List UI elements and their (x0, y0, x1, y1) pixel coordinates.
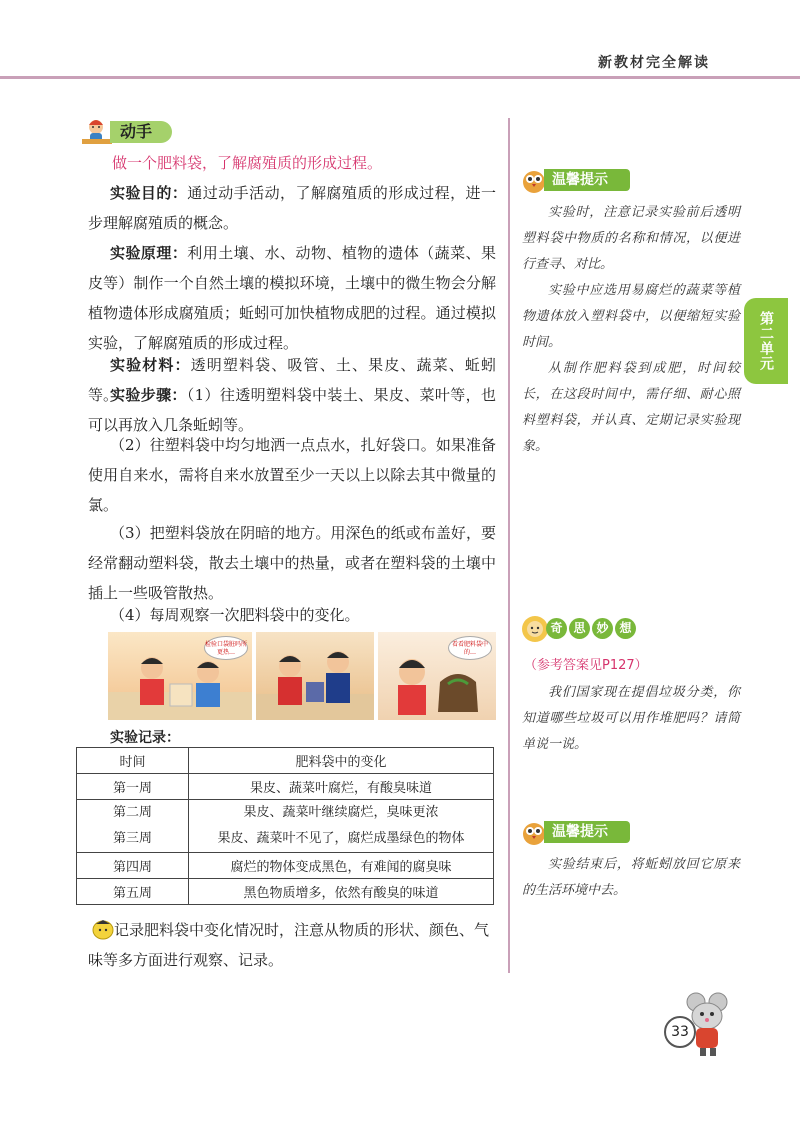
dongshou-label: 动手 (110, 121, 172, 143)
step-3: （3）把塑料袋放在阴暗的地方。用深色的纸或布盖好，要经常翻动塑料袋，散去土壤中的热量，或者在塑料袋的土壤中插上一些吸管散热。 (88, 524, 496, 602)
book-title: 新教材完全解读 (598, 55, 710, 71)
wenxin-2-paragraph-1: 实验结束后，将蚯蚓放回它原来的生活环境中去。 (522, 857, 740, 898)
table-cell-week: 第三周 (112, 831, 152, 846)
children-watering-bag-illustration (256, 632, 374, 720)
table-cell-week: 第一周 (77, 774, 189, 800)
qisi-miaoxiang-head (520, 614, 640, 644)
task-heading: 做一个肥料袋，了解腐殖质的形成过程。 (112, 154, 383, 172)
qisi-question (522, 680, 740, 758)
table-cell-change: 黑色物质增多，依然有酸臭的味道 (189, 879, 494, 905)
table-cell-week: 第四周 (77, 853, 189, 879)
wenxin-tip-text-2 (522, 852, 740, 904)
wenxin-tip-text-1 (522, 200, 740, 460)
photo-1-speech-bubble: 检验口袋脏吗所更热… (204, 636, 248, 660)
wenxin-label-2: 温馨提示 (544, 821, 630, 843)
record-title: 实验记录： (110, 730, 180, 746)
steps-label: 实验步骤： (110, 386, 187, 404)
principle-text: 利用土壤、水、动物、植物的遗体（蔬菜、果皮等）制作一个自然土壤的模拟环境，土壤中的微生物会分解植物遗体形成腐殖质；蚯蚓可加快植物成肥的过程。通过模拟实验，了解腐殖质的形成过程。 (88, 244, 496, 352)
principle-label: 实验原理： (110, 244, 188, 262)
table-row (77, 879, 494, 905)
dongshou-section-head (80, 115, 180, 147)
table-cell-week: 第二周 (112, 805, 152, 820)
answer-reference: （参考答案见P127） (524, 658, 648, 673)
record-table (76, 747, 494, 905)
qisi-char: 奇 (546, 618, 567, 639)
qisi-char: 想 (615, 618, 636, 639)
wenxin-1-paragraph-1: 实验时，注意记录实验前后透明塑料袋中物质的名称和情况，以便进行查寻、对比。 (522, 205, 740, 272)
step-4: （4）每周观察一次肥料袋中的变化。 (110, 606, 360, 624)
table-row (77, 774, 494, 800)
table-cell-change: 腐烂的物体变成黑色，有难闻的腐臭味 (189, 853, 494, 879)
purpose-paragraph (88, 178, 496, 238)
photo-1 (108, 632, 252, 720)
qisi-miaoxiang-label (546, 618, 636, 640)
table-row (77, 853, 494, 879)
table-cell-week-pair (77, 800, 189, 853)
materials-label: 实验材料： (110, 356, 191, 374)
table-row (77, 800, 494, 853)
kid-icon (80, 115, 114, 147)
purpose-label: 实验目的： (110, 184, 188, 202)
table-cell-week: 第五周 (77, 879, 189, 905)
unit-tab: 第二单元 (744, 298, 788, 384)
photo-3-speech-bubble: 看看肥料袋中的… (448, 636, 492, 660)
qisi-char: 思 (569, 618, 590, 639)
photo-3 (378, 632, 496, 720)
table-header-time: 时间 (77, 748, 189, 774)
column-divider (508, 118, 510, 973)
wenxin-tip-head-2 (520, 818, 632, 846)
wenxin-1-paragraph-3: 从制作肥料袋到成肥，时间较长，在这段时间中，需仔细、耐心照料塑料袋，并认真、定期记录实验现象。 (522, 361, 740, 454)
materials-text: 透明塑料袋、吸管、土、果皮、蔬菜、蚯蚓等。 (88, 356, 496, 404)
principle-paragraph (88, 238, 496, 358)
experiment-photos (108, 632, 496, 720)
bottom-tip-text: 记录肥料袋中变化情况时，注意从物质的形状、颜色、气味等多方面进行观察、记录。 (88, 921, 490, 969)
wenxin-tip-head-1 (520, 166, 632, 194)
purpose-text: 通过动手活动，了解腐殖质的形成过程，进一步理解腐殖质的概念。 (88, 184, 496, 232)
wenxin-label-1: 温馨提示 (544, 169, 630, 191)
table-header-change: 肥料袋中的变化 (189, 748, 494, 774)
qisi-question-text: 我们国家现在提倡垃圾分类，你知道哪些垃圾可以用作堆肥吗？请简单说一说。 (522, 685, 740, 752)
page-number: 33 (664, 1016, 696, 1048)
step-2: （2）往塑料袋中均匀地洒一点点水，扎好袋口。如果准备使用自来水，需将自来水放置至少一天以上以除去其中微量的氯。 (88, 436, 496, 514)
qisi-char: 妙 (592, 618, 613, 639)
table-cell-change-pair (189, 800, 494, 853)
step-1: （1）往透明塑料袋中装土、果皮、菜叶等，也可以再放入几条蚯蚓等。 (88, 386, 496, 434)
table-cell-change: 果皮、蔬菜叶腐烂，有酸臭味道 (189, 774, 494, 800)
wenxin-1-paragraph-2: 实验中应选用易腐烂的蔬菜等植物遗体放入塑料袋中，以便缩短实验时间。 (522, 283, 740, 350)
header-rule (0, 76, 800, 79)
photo-2 (256, 632, 374, 720)
table-cell-change: 果皮、蔬菜叶不见了，腐烂成墨绿色的物体 (217, 831, 465, 846)
table-header-row (77, 748, 494, 774)
table-cell-change: 果皮、蔬菜叶继续腐烂，臭味更浓 (243, 805, 439, 820)
